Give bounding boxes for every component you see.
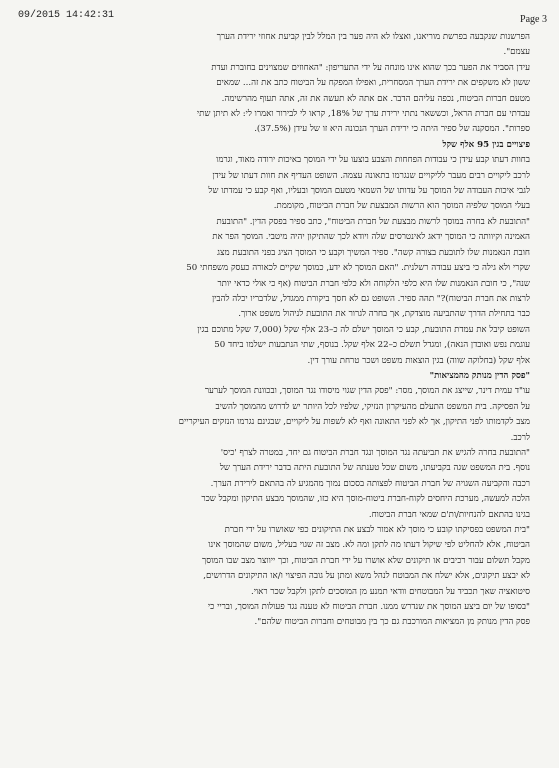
article-body	[40, 30, 530, 631]
paragraph	[40, 61, 530, 138]
text-line: עו"ד עמית דינר, שייצג את המוסך, מסר: "פסק הדין שגוי מיסודו נגד המוסך, ובכוונת המוסך לערער	[204, 386, 530, 397]
text-line: הלכה למעשה, מערכת היחסים לקוח-חברת ביטוח-מוסך היא כזו, שהמוסך מבצע התיקון ומקבל שכר	[201, 494, 530, 505]
text-line: לרכב ליקויים רבים מעבר לליקויים שנגרמו בתאונה עצמה. השופט העדיף את חוות דעתו של עידן	[212, 170, 530, 181]
timestamp: 09/2015 14:42:31	[18, 10, 115, 21]
page-number: Page 3	[520, 14, 547, 25]
text-line: בחוות דעתו קבע עידן כי עבודות הפחחות והצבע בוצעו על ידי המוסך באיכות ירודה מאוד, וגרמו	[216, 155, 530, 166]
text-line: לא יבצע תיקונים, אלא ישלח את המבוטח לנהל משא ומתן על גובה הפיצוי ו/או התיקונים הדרושים,	[203, 571, 530, 582]
text-line: בגינו בהתאם להנחיות/ות'ם שמאי חברת הביטוח.	[368, 509, 530, 520]
section-heading: "פסק הדין מנותק מהמציאות"	[429, 370, 530, 381]
text-line: עבדתי עם חברת הראל, וכששאר נתתי ירידת ערך של 18%, קראו לי לבירור ואמרו לי: לא תיתן שתי	[196, 109, 530, 120]
text-line: לרכב.	[510, 432, 530, 443]
text-line: הפרשנות שנקבעה בפרשת מוריאנו, ואצלו לא היה פער בין המלל לבין קביעת אחוזי ירידת הערך	[216, 32, 530, 42]
text-line: הביטוח, אלא להחליט לפי שיקול דעתו מה לתקן ומה לא. מצב זה שגוי בעליל, משום שהמוסך אינו	[208, 540, 530, 551]
text-line: חובת הנאמנות שלו לתובעת בצורה קשה". ספיר המשיך וקבע כי המוסך הציג בפני התובעת מצג	[217, 247, 530, 258]
text-line: "התובעת בחרה להגיש את תביעתה נגד המוסך ונגד חברת הביטוח גם יחד, במטרה לצרף 'כיס'	[220, 447, 530, 458]
text-line: סיטואציה שאך תכביד על המבוטחים וודאי תמנע מן המוסכים לתקן ולקבל שכר ראוי.	[250, 586, 530, 597]
text-line: פסק הדין מנותק מן המציאות המורכבת גם כך בין מבוטחים וחברות הביטוח שלהם".	[254, 617, 530, 628]
text-line: ספרות". המסקנה של ספיר היתה כי ירידת הערך הנכונה היא זו של עידן (37.5%).	[254, 124, 530, 135]
paragraph	[40, 446, 530, 523]
text-line: "בסופו של יום ביצע המוסך את שנדרש ממנו. חברת הביטוח לא טענה נגד פעולות המוסך, ובריי כי	[207, 602, 530, 613]
text-line: בעלי המוסך שלפיה המוסך הוא הרשות המבצעת של חברת הביטוח, מקוממת.	[273, 201, 530, 212]
text-line: עידן הסביר את הפער בכך שהוא אינו מונחה על ידי התעריפון: "האחוזים שמצוינים בחוברת ועדת	[211, 62, 530, 73]
text-line: השופט קיבל את עמדת התובעת, קבע כי המוסך ישלם לה כ–23 אלף שקל (7,000 שקל מתוכם בגין	[197, 324, 530, 335]
paragraph	[40, 153, 530, 369]
paragraph	[40, 523, 530, 631]
text-line: לגבי איכות העבודה של המוסך על עדותו של השמאי מטעם המוסך ובעליו, ואף קבע כי עמדתו של	[208, 186, 530, 197]
text-line: "בית המשפט בפסיקתו קובע כי מוסך לא אמור לבצע את התיקונים כפי שאושרו על ידי חברת	[224, 525, 530, 535]
text-line: אלף שקל (בחלוקה שווה) בגין הוצאות משפט ושכר טרחת עורך דין.	[307, 355, 530, 366]
text-line: עוגמת נפש ואובדן הנאה), ומגדל תשלם כ–22 אלף שקל. בנוסף, שתי הנתבעות ישלמו ביחד 50	[214, 340, 530, 351]
text-line: לרצות את חברת הביטוח)?" תהה ספיר. השופט גם לא חסך ביקורת ממגדל, שלדבריו יכלה להבין	[211, 293, 530, 304]
text-line: שנה", כי חובת הנאמנות שלו היא כלפי הלקוחה ולא כלפי חברת הביטוח (אף כי אולי כדאי יותר	[217, 278, 530, 289]
text-line: כבר בתחילת הדרך שהתביעה מוצדקת, אך בחרה לגרור את התובעת לניהול משפט ארוך.	[238, 309, 530, 320]
text-line: שקרי ולא גילה כי ביצע עבודה רשלנית. "האם המוסך לא ידע, כמוסך שקיים לכאורה כעסק משפחתי 50	[186, 263, 530, 274]
text-line: מטעם חברות הביטוח, נכפה עליהם הדבר. אם אתה לא תעשה את זה, אתה תעוף מהרשימה.	[221, 93, 530, 104]
text-line: "התובעת לא בחרה במוסך לרשות מבצעת של חברת הביטוח", כתב ספיר בפסק הדין. "התובעת	[216, 216, 530, 227]
section-heading: פיצויים בגין 95 אלף שקל	[442, 139, 530, 150]
text-line: ששון לא משקפים את ירידת הערך המסחרית, ואפילו המפקח על הביטוח כתב את זה... שמאים	[216, 78, 530, 89]
text-line: מצב לקדמותו לפני התיקון, אך לא לפני התאונה ואף לא לשפות על ליקויים, שבגינם נגרמו הנזקים העיקריים	[178, 417, 530, 428]
text-line: עצמם".	[503, 47, 530, 58]
text-line: על הפסיקה. בית המשפט התעלם מהעיקרון הנזיקי, שלפיו לכל היותר יש לדרוש מהמוסך להשיב	[215, 401, 530, 412]
paragraph	[40, 30, 530, 61]
text-line: האמינה וקיוותה כי המוסך ידאג לאינטרסים שלה ויודא לכך שהתיקון יהיה מיטבי. המוסך הפר את	[212, 232, 530, 243]
text-line: רכבה והקביעה השגויה של חברת הביטוח לפצותה בסכום נמוך מהמגיע לה בהתאם לירידת הערך.	[210, 478, 530, 489]
text-line: נוסף. בית המשפט שגה בקביעתו, משום שכל טענתה של התובעת היתה בדבר ירידת הערך של	[219, 463, 530, 474]
paragraph	[40, 384, 530, 446]
text-line: מקבל תשלום עבור רכיבים או תיקונים שלא אושרו על ידי חברת הביטוח, וכך ייווצר מצב שבו המוסך	[201, 555, 530, 566]
